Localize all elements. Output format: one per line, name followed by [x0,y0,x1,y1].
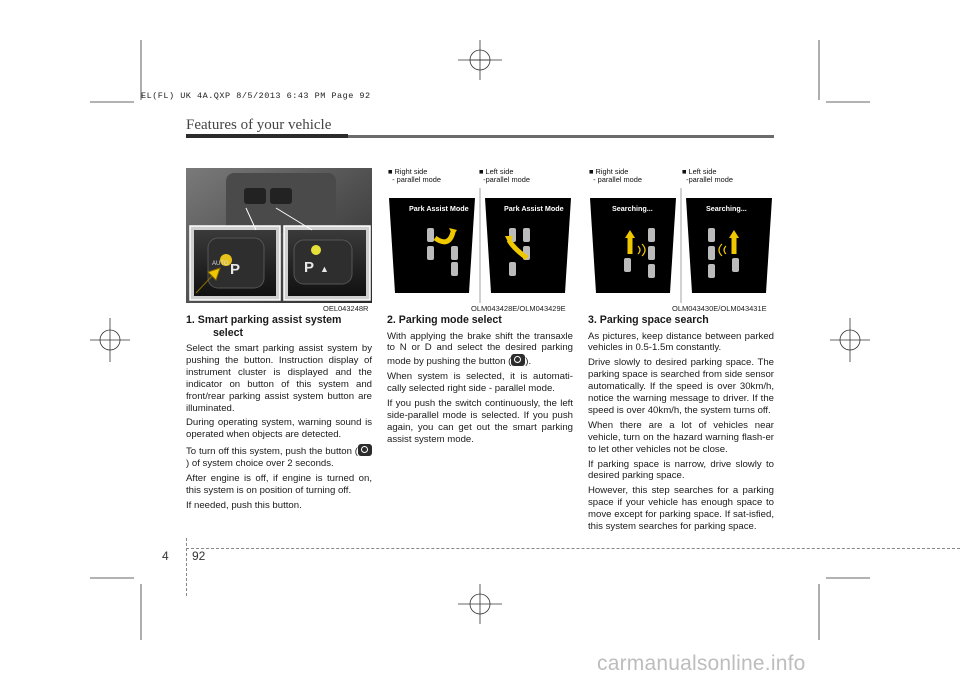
col2-paragraph-3: If you push the switch continuously, the left side-parallel mode is selected. If you push again, you can get out the smart parking assist system mode. [387,398,573,445]
col3-paragraph-5: However, this step searches for a parking space if your vehicle has enough space to move except for parking space. If sat-isfied, this system searches for parking space. [588,485,774,533]
col2-p1-end: ). [525,356,532,368]
fig2-screen-title-left: Park Assist Mode [409,204,469,213]
heading-smart-parking [186,314,372,339]
figure-searching-screens [588,168,774,303]
col3-paragraph-3: When there are a lot of vehicles near vehicle, turn on the hazard warning flash-er to let other vehicles not be close. [588,419,774,455]
col1-p3-start: To turn off this system, push the button ( [186,446,358,458]
parking-button-icon [511,354,525,366]
heading-number: 1. [186,314,195,326]
fig2-left-label: ■ Right side - parallel mode [388,167,441,184]
heading-line-a: Smart parking assist system [197,314,342,326]
col1-paragraph-3 [186,444,372,470]
col1-paragraph-5: If needed, push this button. [186,499,302,511]
svg-text:P: P [304,259,315,276]
col3-paragraph-2: Drive slowly to desired parking space. The parking space is searched from side sensor automatically. If the speed is over 30km/h, notice the warning message to driver. If the speed is over 40km/h, the system turns off. [588,357,774,416]
page-number: 92 [192,549,206,563]
fig2-screen-title-right: Park Assist Mode [504,204,564,213]
footer-divider [186,538,187,596]
figure-parking-mode-screens [387,168,573,303]
col2-paragraph-1 [387,331,573,369]
column-1 [186,314,372,515]
figure-code-3: OLM043430E/OLM043431E [672,304,767,313]
heading-space-search: 3. Parking space search [588,314,709,326]
figure-code-2: OLM043428E/OLM043429E [471,304,566,313]
heading-line-b: select [213,326,244,339]
col1-p3-end: ) of system choice over 2 seconds. [186,458,334,470]
heading-parking-mode: 2. Parking mode select [387,314,502,326]
auto-label: AUTO [212,261,229,267]
fig3-screen-title-left: Searching... [612,204,653,213]
col1-paragraph-4: After engine is off, if engine is turned on, this system is on position of turning off. [186,473,372,496]
col3-paragraph-1: As pictures, keep distance between parked vehicles in 0.5-1.5m constantly. [588,330,774,354]
parking-button-icon [358,444,372,456]
fig2-right-label: ■ Left side -parallel mode [479,167,530,184]
footer-rule [186,548,960,549]
title-rule-accent [186,134,348,138]
col1-paragraph-2: During operating system, warning sound is operated when objects are detected. [186,417,372,441]
col1-paragraph-1: Select the smart parking assist system by pushing the button. Instruction display of instrument cluster is displayed and the indicator on button of this system and front/rear parking assist system button are illuminated. [186,343,372,414]
section-title: Features of your vehicle [186,117,332,133]
chapter-number: 4 [162,549,169,563]
figure-code-1: OEL043248R [323,304,369,313]
svg-text:P: P [230,261,241,278]
column-2 [387,314,573,449]
col3-paragraph-4: If parking space is narrow, drive slowly to desired parking space. [588,458,774,482]
fig3-left-label: ■ Right side - parallel mode [589,167,642,184]
file-header: EL(FL) UK 4A.QXP 8/5/2013 6:43 PM Page 92 [141,91,371,101]
figure-console-buttons [186,168,372,303]
svg-text:▲: ▲ [320,264,329,274]
watermark: carmanualsonline.info [597,652,806,675]
fig3-screen-title-right: Searching... [706,204,747,213]
col2-p1-start: With applying the brake shift the transaxle to N or D and select the desired parking mode by pushing the button ( [387,330,573,368]
fig3-right-label: ■ Left side -parallel mode [682,167,733,184]
col2-paragraph-2: When system is selected, it is automati-cally selected right side - parallel mode. [387,371,573,395]
column-3 [588,314,774,536]
